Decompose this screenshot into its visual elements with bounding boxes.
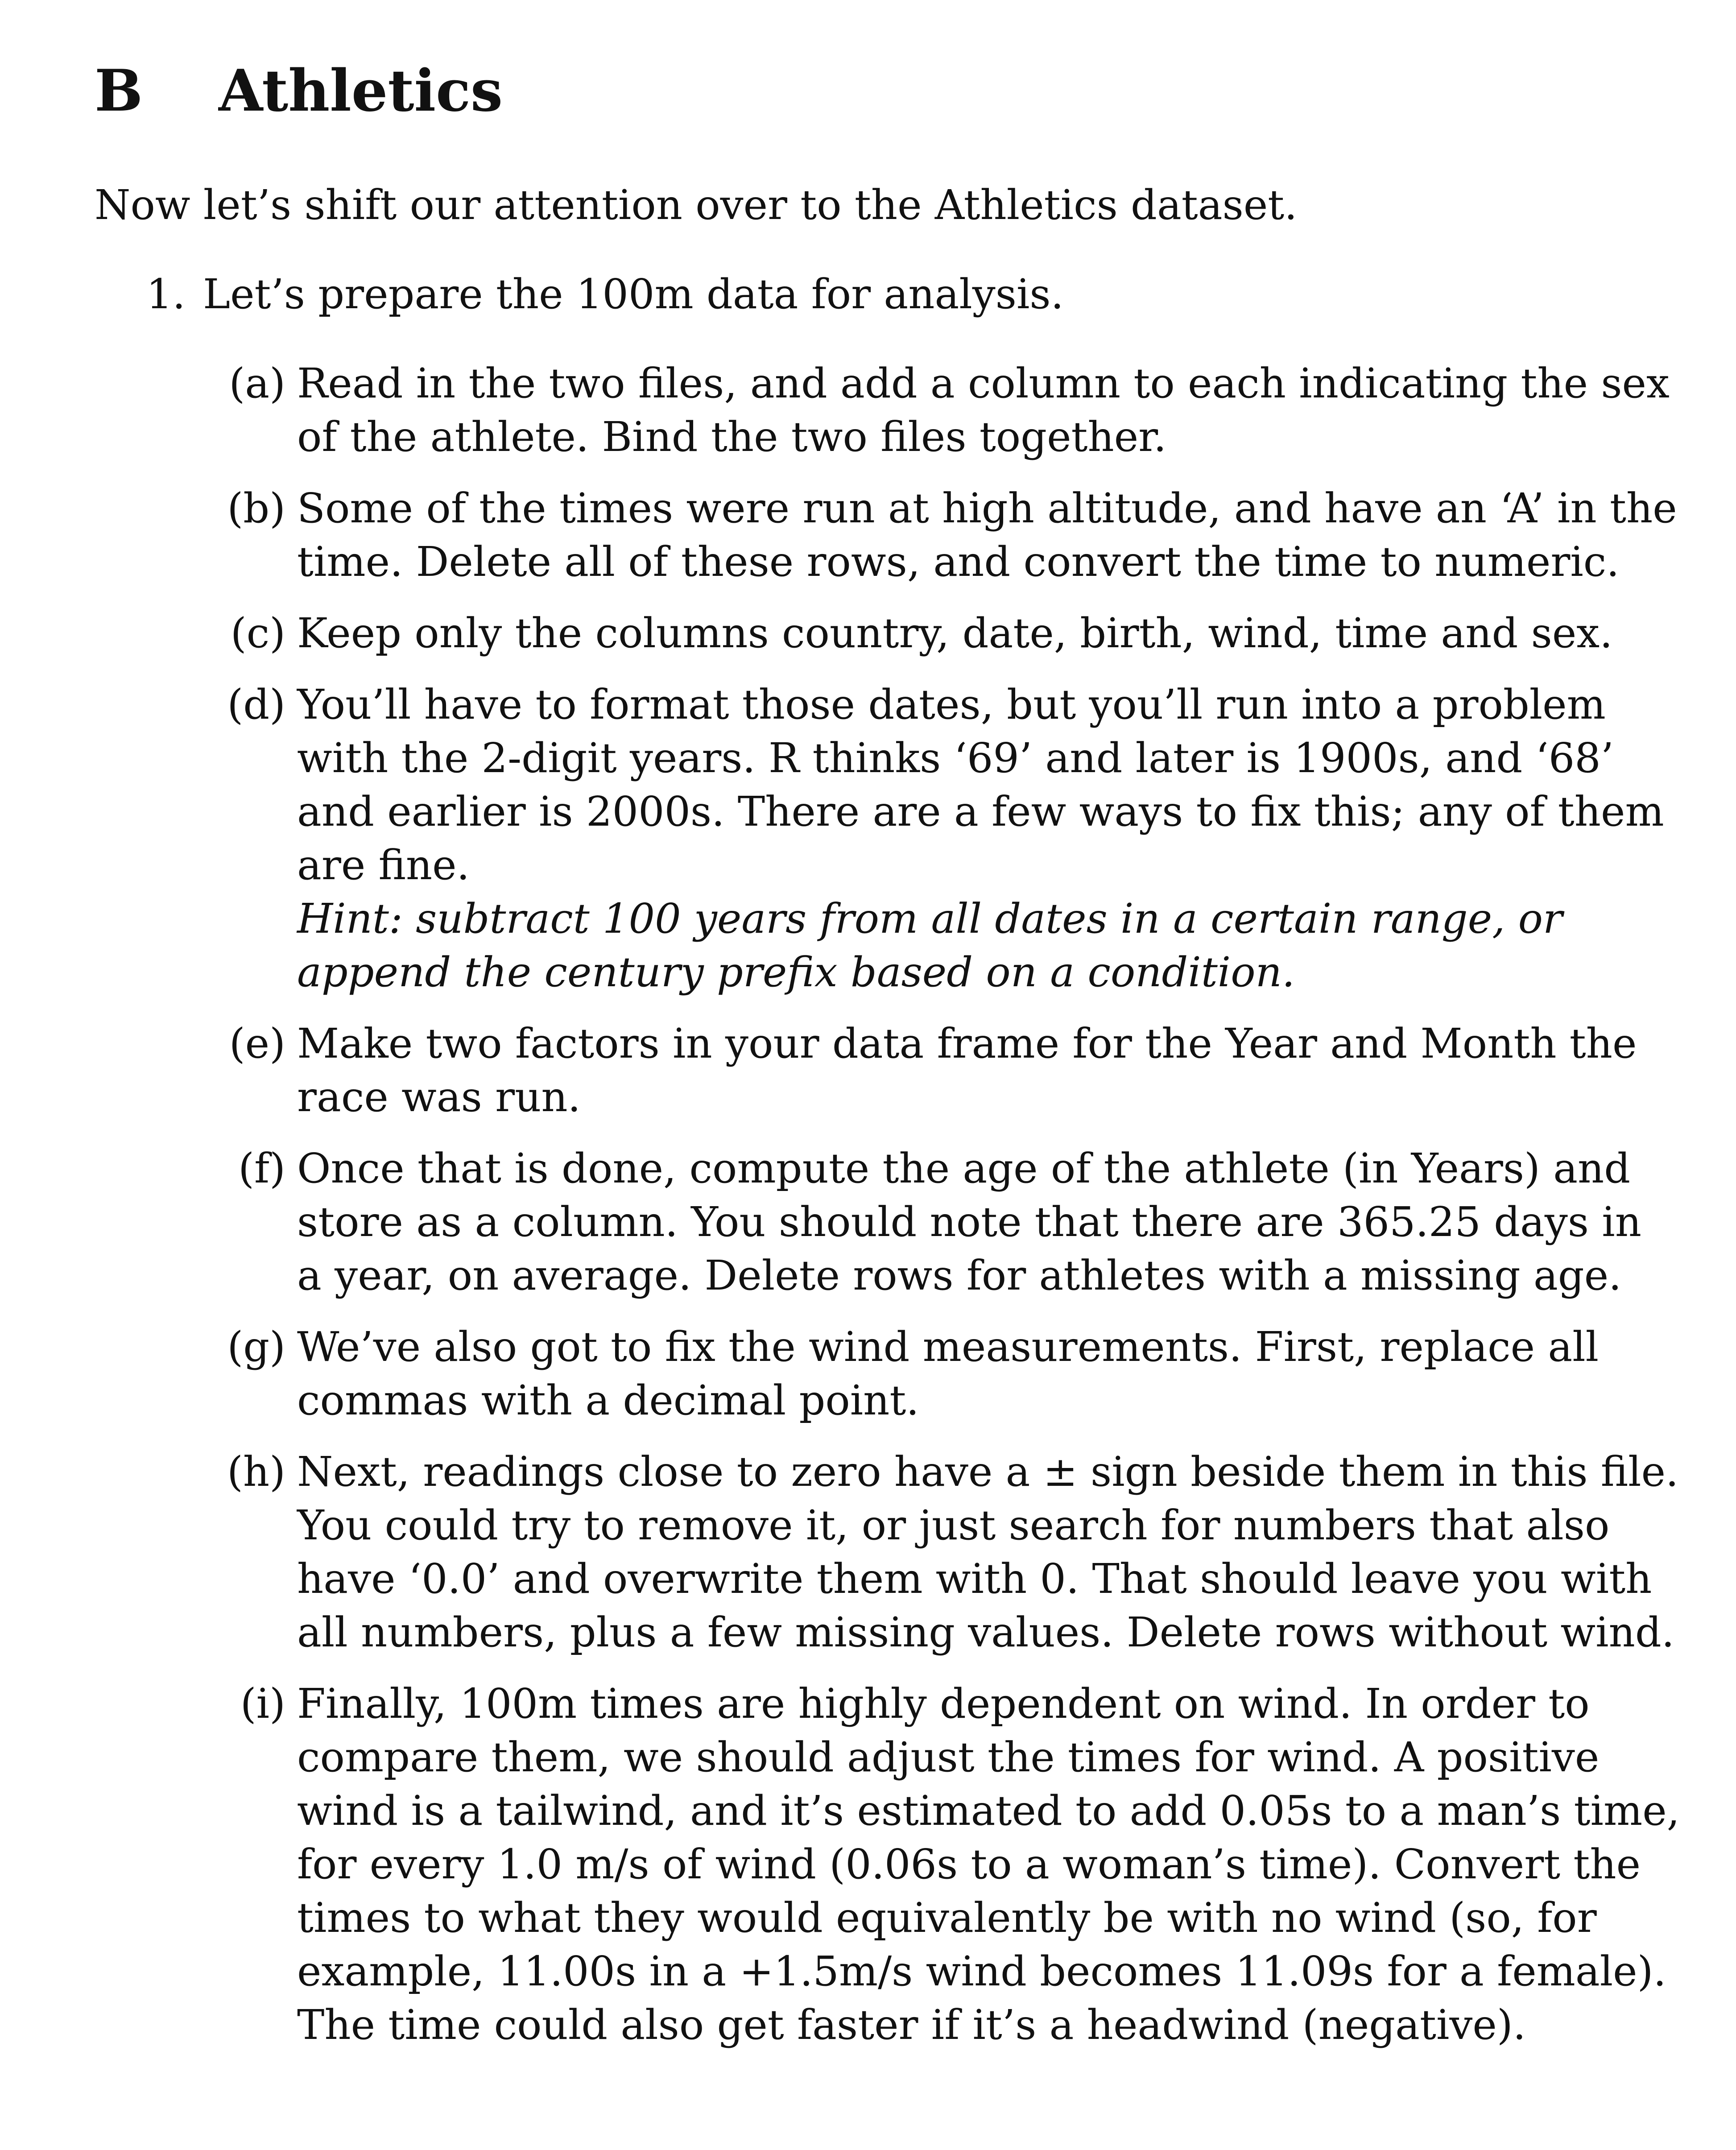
text-line: Next, readings close to zero have a ± sign beside them in this file.: [297, 1448, 1679, 1496]
part-text: [297, 1142, 1641, 1302]
part-text: [297, 678, 1664, 999]
text-line: Some of the times were run at high altitude, and have an ‘A’ in the: [297, 484, 1677, 532]
text-line: Read in the two files, and add a column to each indicating the sex: [297, 360, 1670, 407]
part-text: [297, 1017, 1637, 1124]
text-line: You’ll have to format those dates, but you’ll run into a problem: [297, 681, 1606, 728]
hint-line: Hint: subtract 100 years from all dates in a certain range, or: [297, 895, 1562, 943]
part-label: (h): [227, 1448, 285, 1496]
text-line: We’ve also got to fix the wind measurements. First, replace all: [297, 1323, 1599, 1371]
part-text: [297, 357, 1670, 464]
text-line: race was run.: [297, 1073, 581, 1121]
part-text: [297, 1677, 1680, 2052]
text-line: Keep only the columns country, date, birth, wind, time and sex.: [297, 609, 1613, 657]
text-line: commas with a decimal point.: [297, 1377, 919, 1424]
text-line: Once that is done, compute the age of the athlete (in Years) and: [297, 1145, 1631, 1192]
part-label: (g): [227, 1323, 285, 1371]
text-line: Make two factors in your data frame for the Year and Month the: [297, 1020, 1637, 1067]
text-line: and earlier is 2000s. There are a few ways to fix this; any of them: [297, 788, 1664, 835]
part-text: [297, 1320, 1599, 1427]
text-line: The time could also get faster if it’s a headwind (negative).: [297, 2001, 1526, 2049]
part-label: (d): [227, 681, 285, 728]
text-line: wind is a tailwind, and it’s estimated to add 0.05s to a man’s time,: [297, 1787, 1680, 1835]
part-text: [297, 482, 1677, 589]
part-label: (b): [227, 484, 285, 532]
text-line: Finally, 100m times are highly dependent on wind. In order to: [297, 1680, 1590, 1728]
text-line: with the 2-digit years. R thinks ‘69’ and later is 1900s, and ‘68’: [297, 734, 1614, 782]
part-label: (c): [230, 609, 285, 657]
part-text: [297, 1445, 1679, 1659]
part-label: (i): [240, 1680, 285, 1728]
question-number: 1.: [146, 270, 186, 318]
section-heading: [95, 58, 503, 124]
text-line: times to what they would equivalently be with no wind (so, for: [297, 1894, 1597, 1942]
text-line: all numbers, plus a few missing values. Delete rows without wind.: [297, 1608, 1674, 1656]
text-line: time. Delete all of these rows, and convert the time to numeric.: [297, 538, 1620, 586]
text-line: store as a column. You should note that there are 365.25 days in: [297, 1198, 1641, 1246]
part-label: (e): [229, 1020, 285, 1067]
section-letter: B: [95, 58, 143, 124]
text-line: of the athlete. Bind the two files together.: [297, 413, 1167, 461]
question-text: Let’s prepare the 100m data for analysis.: [203, 270, 1064, 318]
text-line: for every 1.0 m/s of wind (0.06s to a woman’s time). Convert the: [297, 1840, 1641, 1888]
text-line: compare them, we should adjust the times for wind. A positive: [297, 1733, 1600, 1781]
part-label: (f): [238, 1145, 285, 1192]
intro-paragraph: Now let’s shift our attention over to the Athletics dataset.: [95, 181, 1298, 229]
hint-line: append the century prefix based on a condition.: [297, 948, 1295, 996]
part-label: (a): [229, 360, 285, 407]
text-line: example, 11.00s in a +1.5m/s wind becomes 11.09s for a female).: [297, 1947, 1666, 1995]
part-text: [297, 607, 1613, 660]
text-line: a year, on average. Delete rows for athletes with a missing age.: [297, 1252, 1622, 1299]
text-line: You could try to remove it, or just search for numbers that also: [297, 1501, 1610, 1549]
text-line: are fine.: [297, 841, 470, 889]
text-line: have ‘0.0’ and overwrite them with 0. That should leave you with: [297, 1555, 1652, 1603]
section-title: Athletics: [219, 58, 503, 124]
